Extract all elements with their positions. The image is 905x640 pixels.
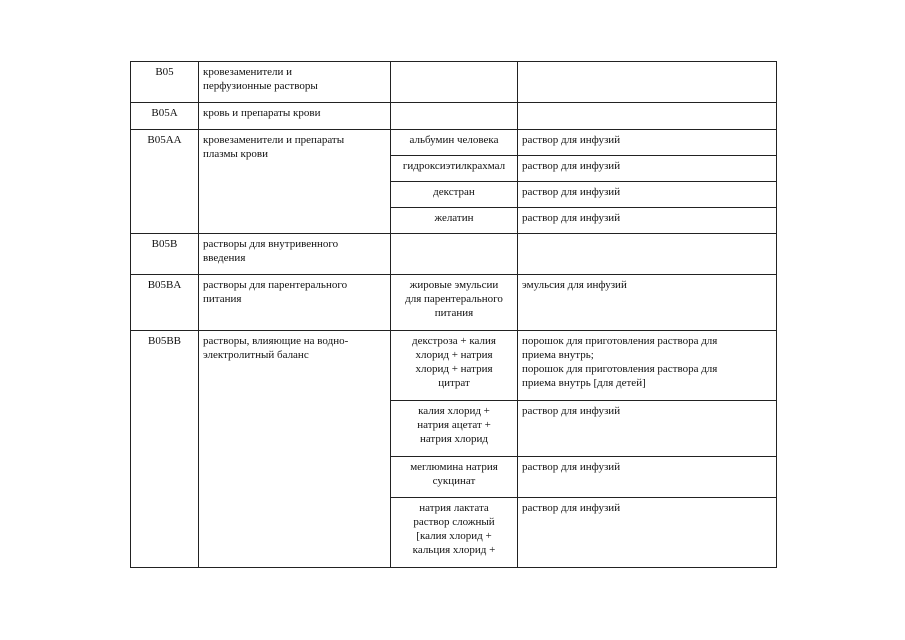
drug-name-cell: желатин bbox=[391, 208, 518, 234]
drug-classification-table bbox=[130, 61, 777, 568]
drug-name-cell bbox=[391, 103, 518, 130]
atc-group-cell: растворы, влияющие на водно- электролитный баланс bbox=[199, 331, 391, 568]
drug-name-cell: декстроза + калия хлорид + натрия хлорид + натрия цитрат bbox=[391, 331, 518, 401]
dosage-form-cell: раствор для инфузий bbox=[518, 208, 777, 234]
dosage-form-cell bbox=[518, 234, 777, 275]
atc-code-cell: B05BB bbox=[131, 331, 199, 568]
table-row bbox=[131, 62, 777, 103]
drug-name-cell: жировые эмульсии для парентерального питания bbox=[391, 275, 518, 331]
drug-name-cell: калия хлорид + натрия ацетат + натрия хлорид bbox=[391, 401, 518, 457]
atc-group-cell: растворы для внутривенного введения bbox=[199, 234, 391, 275]
atc-group-cell: растворы для парентерального питания bbox=[199, 275, 391, 331]
dosage-form-cell: порошок для приготовления раствора для приема внутрь; порошок для приготовления раствора для приема внутрь [для детей] bbox=[518, 331, 777, 401]
drug-name-cell: альбумин человека bbox=[391, 130, 518, 156]
dosage-form-cell: раствор для инфузий bbox=[518, 130, 777, 156]
dosage-form-cell: раствор для инфузий bbox=[518, 401, 777, 457]
dosage-form-cell bbox=[518, 62, 777, 103]
drug-name-cell bbox=[391, 234, 518, 275]
dosage-form-cell: раствор для инфузий bbox=[518, 156, 777, 182]
drug-name-cell: гидроксиэтилкрахмал bbox=[391, 156, 518, 182]
drug-name-cell: натрия лактата раствор сложный [калия хлорид + кальция хлорид + bbox=[391, 498, 518, 568]
atc-code-cell: B05 bbox=[131, 62, 199, 103]
table-row bbox=[131, 234, 777, 275]
drug-name-cell: декстран bbox=[391, 182, 518, 208]
dosage-form-cell bbox=[518, 103, 777, 130]
dosage-form-cell: раствор для инфузий bbox=[518, 182, 777, 208]
drug-name-cell: меглюмина натрия сукцинат bbox=[391, 457, 518, 498]
dosage-form-cell: эмульсия для инфузий bbox=[518, 275, 777, 331]
atc-group-cell: кровезаменители и препараты плазмы крови bbox=[199, 130, 391, 234]
atc-group-cell: кровь и препараты крови bbox=[199, 103, 391, 130]
table-row bbox=[131, 130, 777, 156]
table-row bbox=[131, 331, 777, 401]
table-row bbox=[131, 275, 777, 331]
table-row bbox=[131, 103, 777, 130]
atc-code-cell: B05AA bbox=[131, 130, 199, 234]
atc-group-cell: кровезаменители и перфузионные растворы bbox=[199, 62, 391, 103]
atc-code-cell: B05A bbox=[131, 103, 199, 130]
drug-name-cell bbox=[391, 62, 518, 103]
atc-code-cell: B05BA bbox=[131, 275, 199, 331]
dosage-form-cell: раствор для инфузий bbox=[518, 498, 777, 568]
atc-code-cell: B05B bbox=[131, 234, 199, 275]
dosage-form-cell: раствор для инфузий bbox=[518, 457, 777, 498]
